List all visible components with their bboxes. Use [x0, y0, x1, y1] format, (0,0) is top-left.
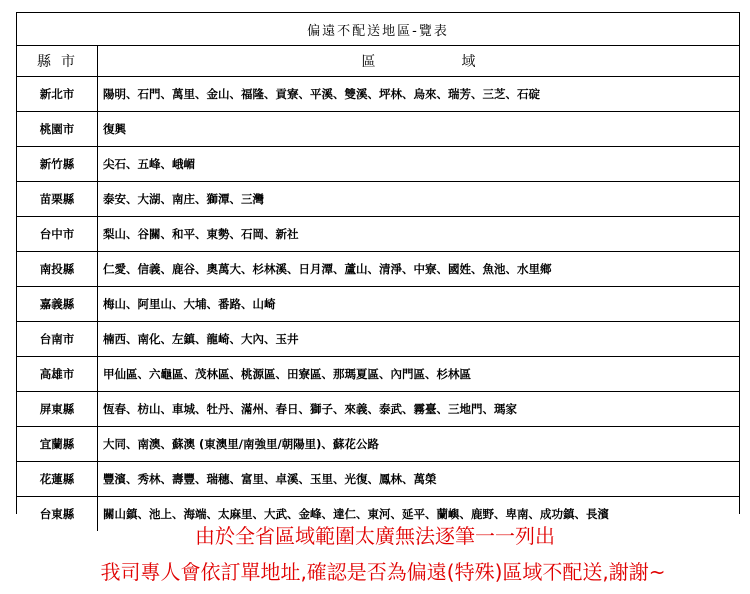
- areas-cell: 豐濱、秀林、壽豐、瑞穗、富里、卓溪、玉里、光復、鳳林、萬榮: [103, 472, 437, 486]
- areas-cell: 甲仙區、六龜區、茂林區、桃源區、田寮區、那瑪夏區、內門區、杉林區: [103, 367, 471, 381]
- county-cell: 新竹縣: [17, 147, 98, 181]
- header-areas: [98, 46, 739, 76]
- areas-cell: 大同、南澳、蘇澳 (東澳里/南強里/朝陽里)、蘇花公路: [103, 437, 379, 451]
- table-row: [17, 357, 739, 392]
- remote-area-table: [16, 12, 740, 521]
- table-row: [17, 252, 739, 287]
- county-cell: 宜蘭縣: [17, 427, 98, 461]
- areas-cell: 仁愛、信義、鹿谷、奧萬大、杉林溪、日月潭、蘆山、清淨、中寮、國姓、魚池、水里鄉: [103, 262, 552, 276]
- notice-line-2: 我司專人會依訂單地址,確認是否為偏遠(特殊)區域不配送,謝謝~: [100, 560, 666, 584]
- areas-cell: 陽明、石門、萬里、金山、福隆、貢寮、平溪、雙溪、坪林、烏來、瑞芳、三芝、石碇: [103, 87, 540, 101]
- areas-cell: 恆春、枋山、車城、牡丹、滿州、春日、獅子、來義、泰武、霧臺、三地門、瑪家: [103, 402, 517, 416]
- notice-line-1: 由於全省區域範圍太廣無法逐筆一一列出: [195, 524, 555, 548]
- table-row: [17, 217, 739, 252]
- header-county: 縣市: [17, 46, 98, 76]
- county-cell: 花蓮縣: [17, 462, 98, 496]
- county-cell: 台東縣: [17, 497, 98, 531]
- areas-cell: 梅山、阿里山、大埔、番路、山崎: [103, 297, 276, 311]
- county-cell: 台中市: [17, 217, 98, 251]
- areas-cell: 關山鎮、池上、海端、太麻里、大武、金峰、達仁、東河、延平、蘭嶼、鹿野、卑南、成功鎮、長濱: [103, 507, 609, 521]
- areas-cell: 復興: [103, 122, 126, 136]
- county-cell: 高雄市: [17, 357, 98, 391]
- table-row: [17, 462, 739, 497]
- table-title: 偏遠不配送地區-覽表: [17, 13, 739, 46]
- areas-cell: 梨山、谷關、和平、東勢、石岡、新社: [103, 227, 299, 241]
- county-cell: 屏東縣: [17, 392, 98, 426]
- county-cell: 台南市: [17, 322, 98, 356]
- areas-cell: 尖石、五峰、峨嵋: [103, 157, 195, 171]
- areas-cell: 泰安、大湖、南庄、獅潭、三灣: [103, 192, 264, 206]
- county-cell: 桃園市: [17, 112, 98, 146]
- county-cell: 苗栗縣: [17, 182, 98, 216]
- county-cell: 南投縣: [17, 252, 98, 286]
- table-row: [17, 427, 739, 462]
- header-areas-second: 域: [461, 54, 476, 70]
- table-row: [17, 147, 739, 182]
- table-row: [17, 322, 739, 357]
- table-header-row: [17, 46, 739, 77]
- table-row: [17, 77, 739, 112]
- table-row: [17, 182, 739, 217]
- county-cell: 嘉義縣: [17, 287, 98, 321]
- table-row: [17, 287, 739, 322]
- county-cell: 新北市: [17, 77, 98, 111]
- table-row: [17, 112, 739, 147]
- table-row: [17, 392, 739, 427]
- header-areas-first: 區: [361, 54, 376, 70]
- areas-cell: 楠西、南化、左鎮、龍崎、大內、玉井: [103, 332, 299, 346]
